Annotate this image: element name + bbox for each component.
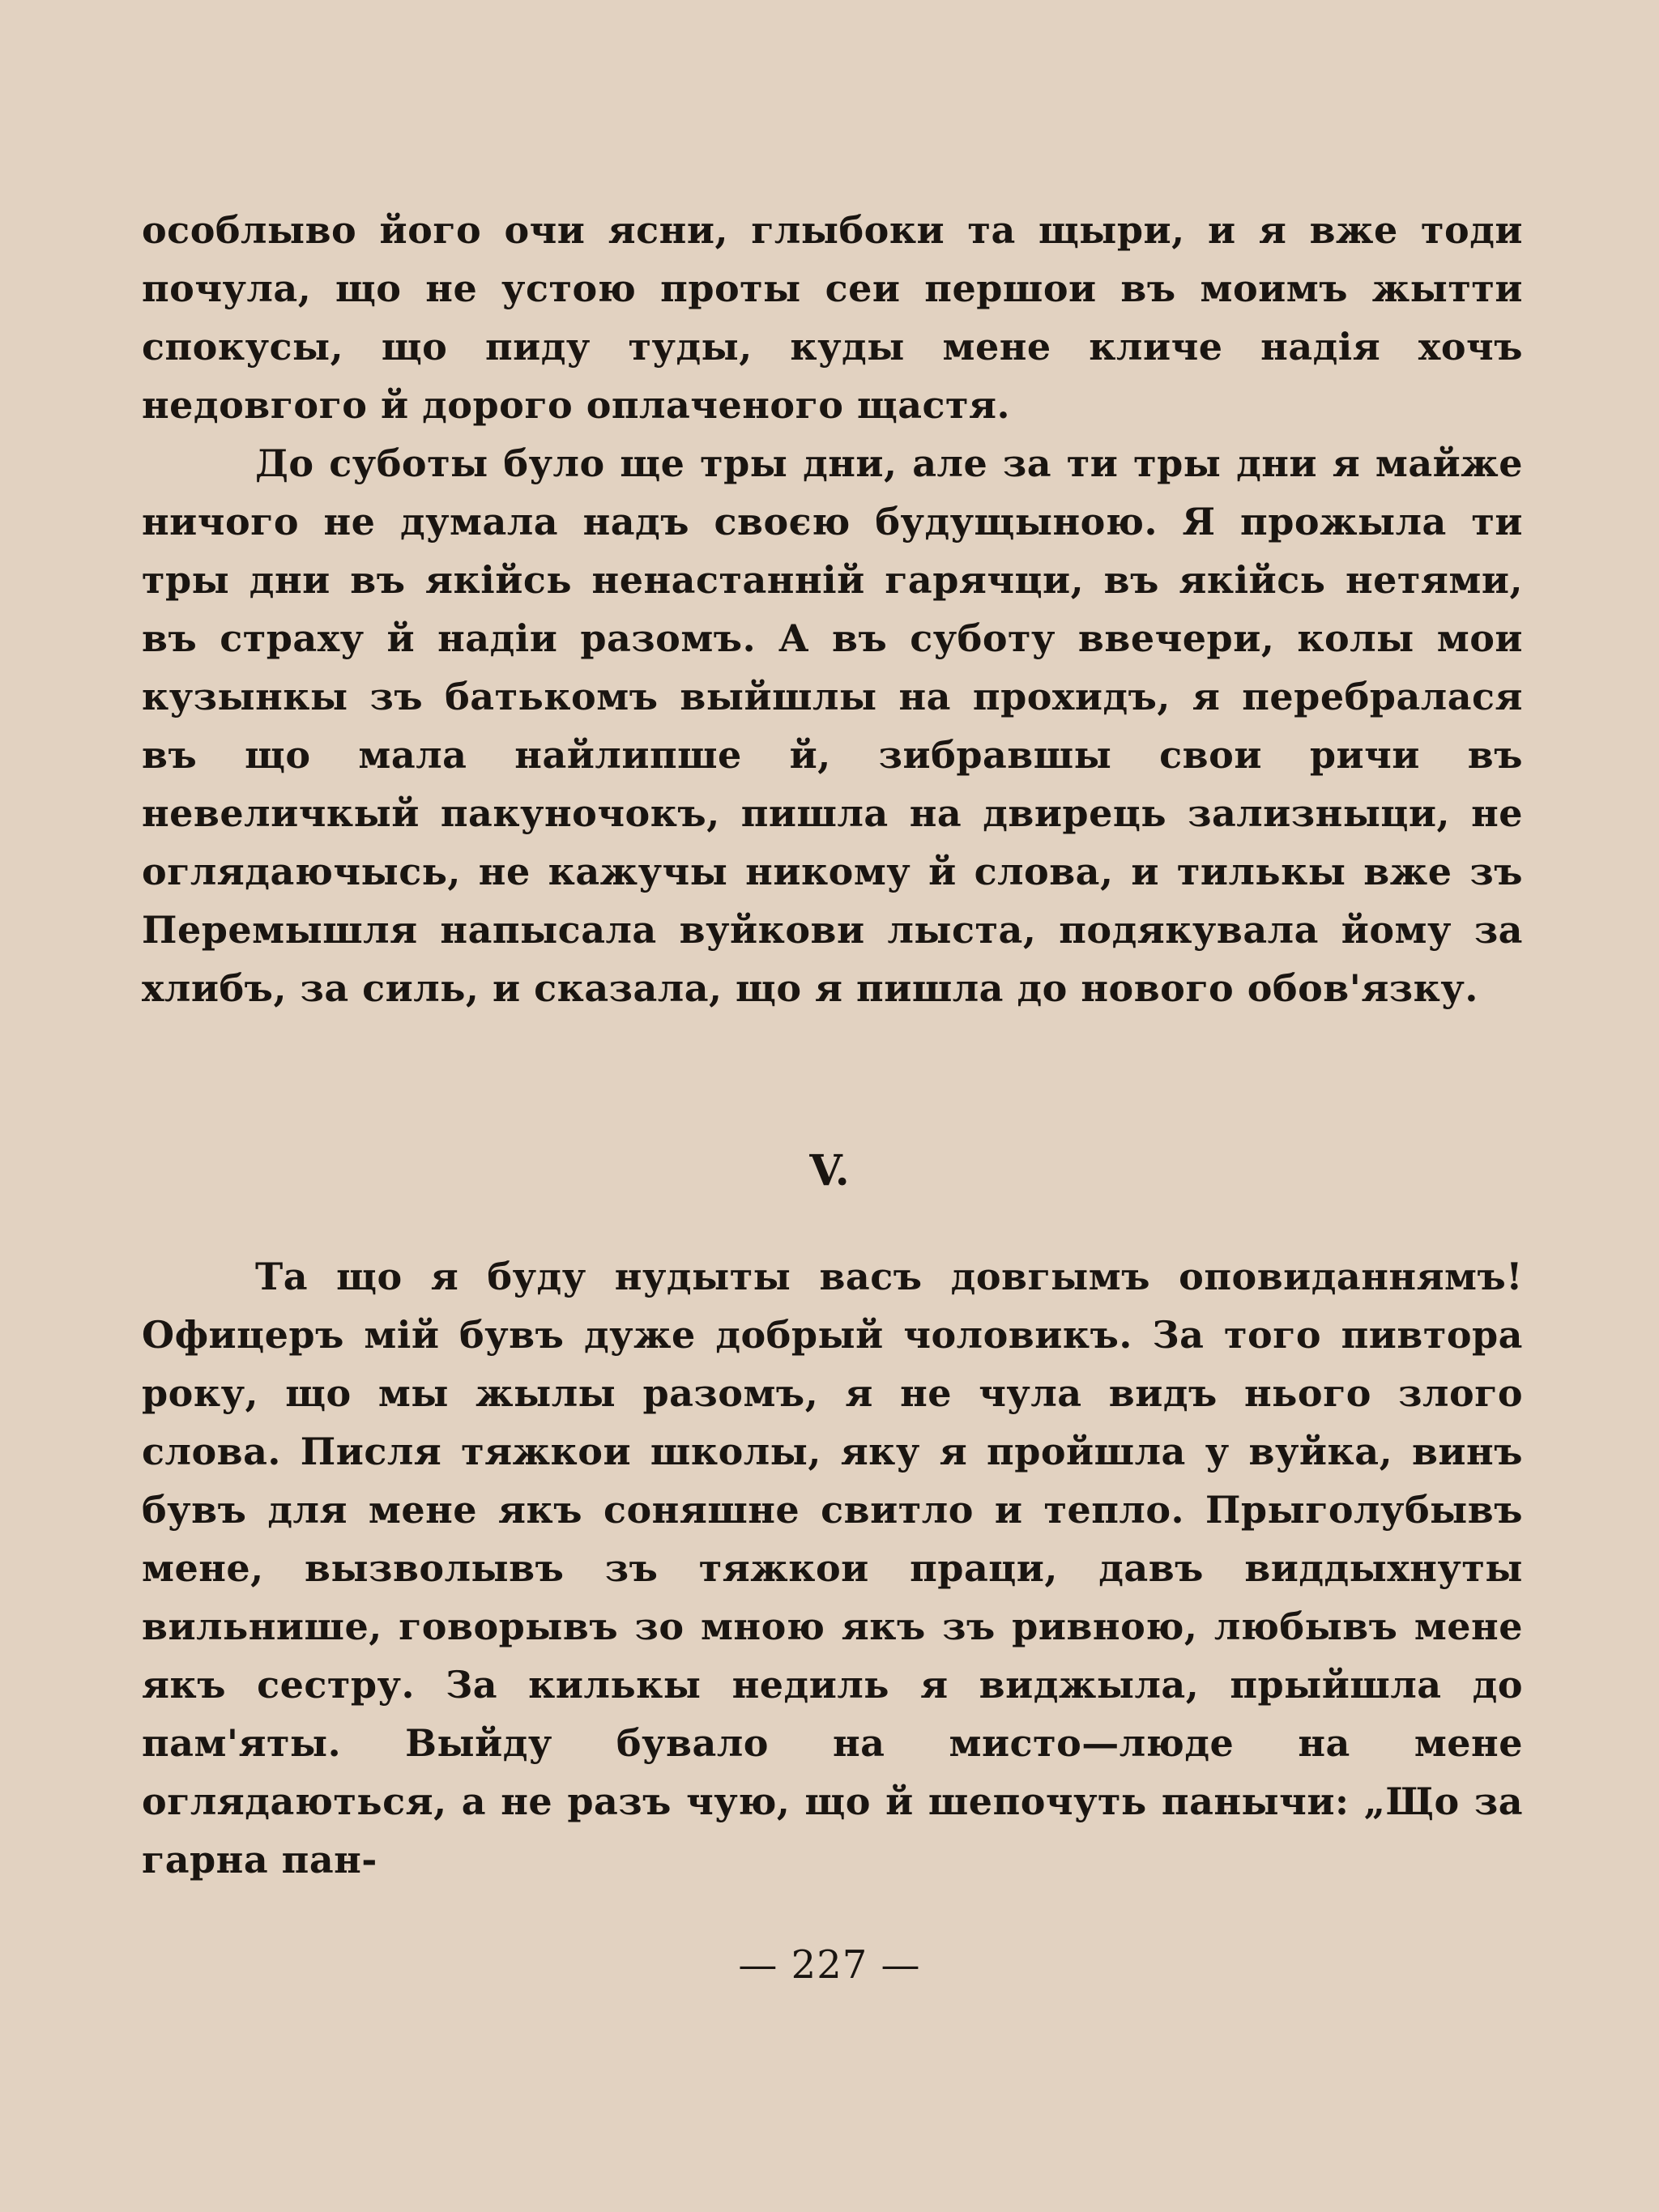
text-block-top	[142, 201, 1523, 1017]
paragraph-continuation: особлыво його очи ясни, глыбоки та щыри, и я вже тоди почула, що не устою проты сеи першои въ моимъ жытти спокусы, що пиду туды, куды мене кличе надія хочъ недовгого й дорого оплаченого щастя.	[142, 208, 1523, 427]
text-block-bottom	[142, 1247, 1523, 1889]
paragraph: До суботы було ще тры дни, але за ти тры дни я майже ничого не думала надъ своєю будущыною. Я прожыла ти тры дни въ якійсь ненастанній гарячци, въ якійсь нетями, въ страху й надіи разомъ. А въ суботу ввечери, колы мои кузынкы зъ батькомъ выйшлы на прохидъ, я перебралася въ що мала найлипше й, зибравшы свои ричи въ невеличкый пакуночокъ, пишла на двирець зализныци, не оглядаючысь, не кажучы никому й слова, и тилькы вже зъ Перемышля напысала вуйкови лыста, подякувала йому за хлибъ, за силь, и сказала, що я пишла до нового обов'язку.	[142, 441, 1523, 1010]
page-number: — 227 —	[738, 1942, 921, 1988]
chapter-heading: V.	[809, 1146, 850, 1196]
paragraph: Та що я буду нудыты васъ довгымъ оповиданнямъ! Офицеръ мій бувъ дуже добрый чоловикъ. За того пивтора року, що мы жылы разомъ, я не чула видъ нього злого слова. Писля тяжкои школы, яку я пройшла у вуйка, винъ бувъ для мене якъ соняшне свитло и тепло. Прыголубывъ мене, вызволывъ зъ тяжкои праци, давъ виддыхнуты вильнише, говорывъ зо мною якъ зъ ривною, любывъ мене якъ сестру. За килькы недиль я виджыла, прыйшла до пам'яты. Выйду бувало на мисто—люде на мене оглядаються, а не разъ чую, що й шепочуть панычи: „Що за гарна пан-	[142, 1255, 1523, 1882]
